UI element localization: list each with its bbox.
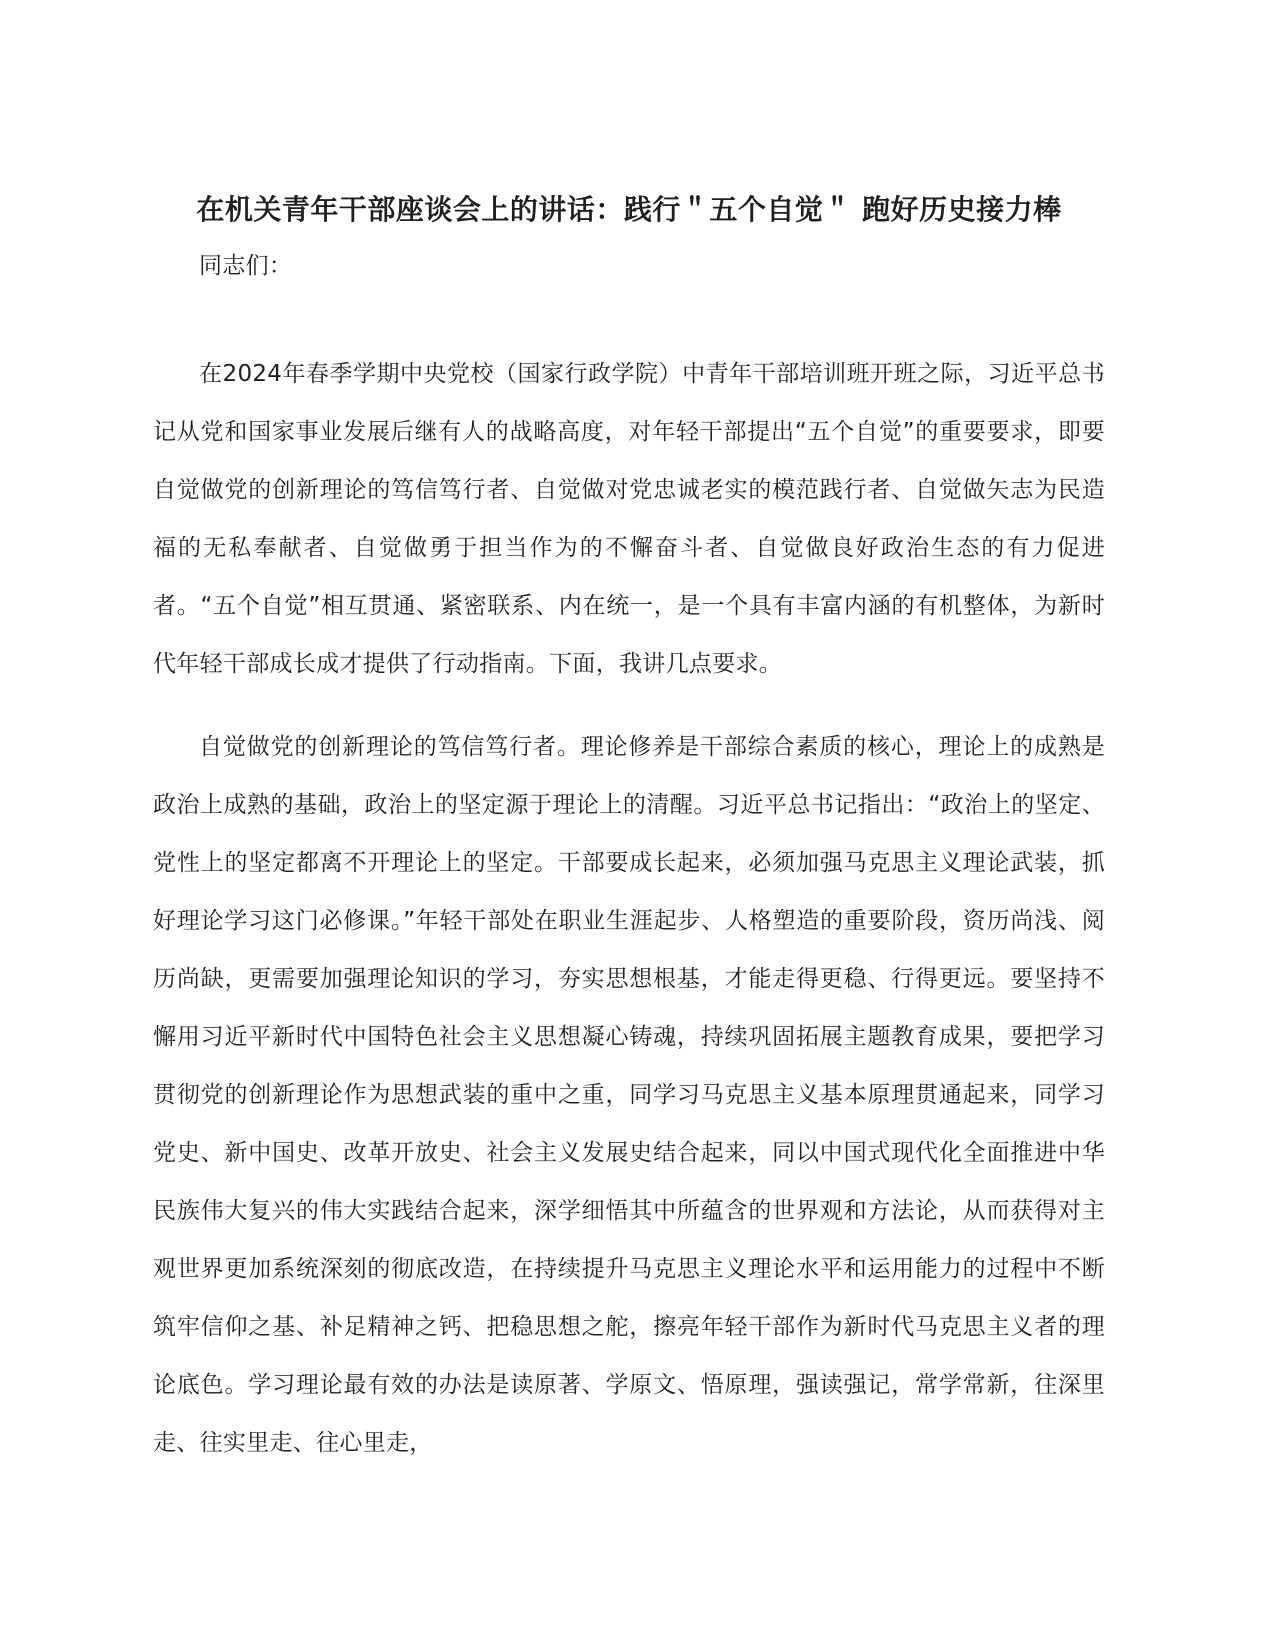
document-title: 在机关青年干部座谈会上的讲话：践行＂五个自觉＂ 跑好历史接力棒 (196, 193, 1062, 226)
paragraph-intro: 在2024年春季学期中央党校（国家行政学院）中青年干部培训班开班之际，习近平总书记从党和国家事业发展后继有人的战略高度，对年轻干部提出“五个自觉”的重要要求，即要自觉做党的创新理论的笃信笃行者、自觉做对党忠诚老实的模范践行者、自觉做矢志为民造福的无私奉献者、自觉做勇于担当作为的不懈奋斗者、自觉做良好政治生态的有力促进者。“五个自觉”相互贯通、紧密联系、内在统一，是一个具有丰富内涵的有机整体，为新时代年轻干部成长成才提供了行动指南。下面，我讲几点要求。 (153, 361, 1105, 677)
salutation: 同志们： (199, 253, 293, 279)
paragraph-section-1: 自觉做党的创新理论的笃信笃行者。理论修养是干部综合素质的核心，理论上的成熟是政治上成熟的基础，政治上的坚定源于理论上的清醒。习近平总书记指出：“政治上的坚定、党性上的坚定都离不开理论上的坚定。干部要成长起来，必须加强马克思主义理论武装，抓好理论学习这门必修课。”年轻干部处在职业生涯起步、人格塑造的重要阶段，资历尚浅、阅历尚缺，更需要加强理论知识的学习，夯实思想根基，才能走得更稳、行得更远。要坚持不懈用习近平新时代中国特色社会主义思想凝心铸魂，持续巩固拓展主题教育成果，要把学习贯彻党的创新理论作为思想武装的重中之重，同学习马克思主义基本原理贯通起来，同学习党史、新中国史、改革开放史、社会主义发展史结合起来，同以中国式现代化全面推进中华民族伟大复兴的伟大实践结合起来，深学细悟其中所蕴含的世界观和方法论，从而获得对主观世界更加系统深刻的彻底改造，在持续提升马克思主义理论水平和运用能力的过程中不断筑牢信仰之基、补足精神之钙、把稳思想之舵，擦亮年轻干部作为新时代马克思主义者的理论底色。学习理论最有效的办法是读原著、学原文、悟原理，强读强记，常学常新，往深里走、往实里走、往心里走， (153, 734, 1105, 1456)
